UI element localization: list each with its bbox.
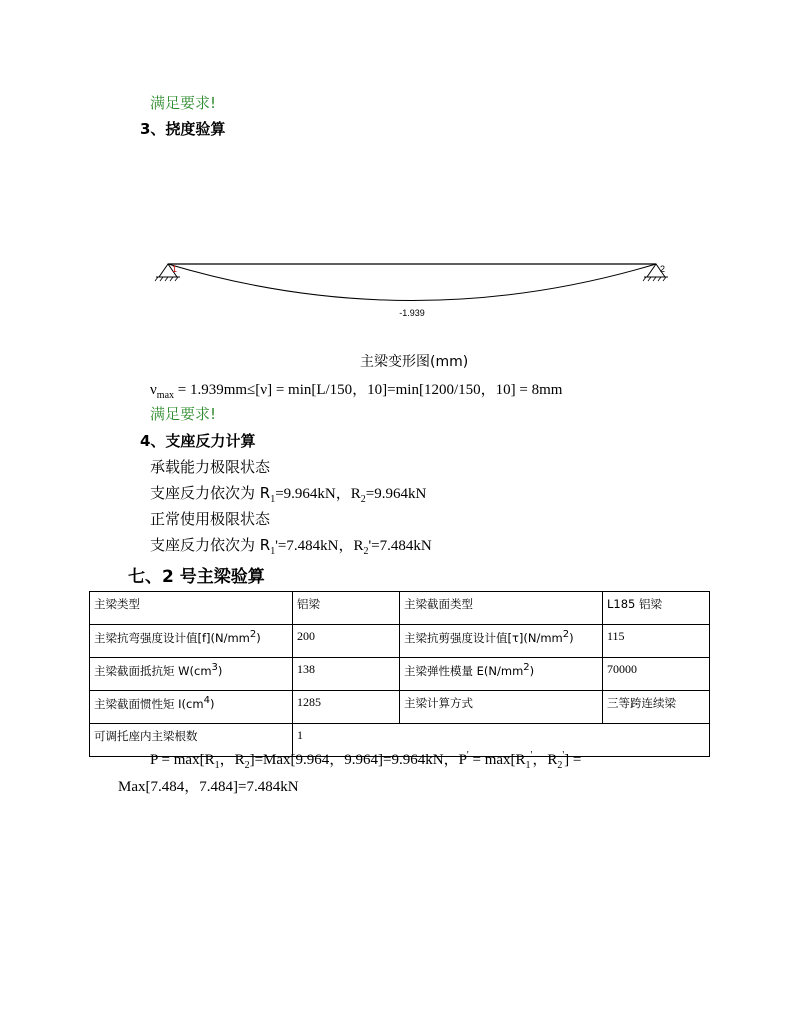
table-cell: 138 <box>293 658 400 691</box>
deflection-diagram <box>150 255 690 335</box>
table-cell: 1285 <box>293 691 400 724</box>
table-cell: 主梁计算方式 <box>400 691 603 724</box>
table-cell: 70000 <box>603 658 710 691</box>
beam-deflection-svg <box>150 255 690 330</box>
deflection-value-label: -1.939 <box>399 308 425 318</box>
table-cell: 115 <box>603 625 710 658</box>
table-cell: 主梁抗弯强度设计值$[f](N/mm^2)$ <box>90 625 293 658</box>
deflection-curve <box>168 264 656 301</box>
section-3-title: 3、挠度验算 <box>140 120 226 138</box>
table-cell: 铝梁 <box>293 592 400 625</box>
formula-p-line1: $P = \max[R_1$，$R_2]=Max[9.964$，9.964]=9.964kN，$P' = \max[R_1'$，$R_2'$] = <box>150 750 582 771</box>
table-cell: 主梁弹性模量 $E(N/mm^2)$ <box>400 658 603 691</box>
table-row <box>90 592 710 625</box>
table-row <box>90 658 710 691</box>
diagram-caption: 主梁变形图(mm) <box>360 354 469 370</box>
table-cell: 1 <box>293 724 710 757</box>
table-cell: 主梁截面惯性矩 $I(cm^4)$ <box>90 691 293 724</box>
sls-reactions: 支座反力依次为 $R_1'=7.484kN$，$R_2'=7.484kN$ <box>150 536 432 557</box>
node-label-1: 1 <box>172 264 178 274</box>
node-label-2: 2 <box>660 264 666 274</box>
table-cell: 主梁类型 <box>90 592 293 625</box>
uls-reactions: 支座反力依次为 $R_1=9.964kN$，$R_2=9.964kN$ <box>150 484 427 505</box>
table-cell: L185 铝梁 <box>603 592 710 625</box>
deflection-ok-text: 满足要求! <box>150 405 217 423</box>
prev-ok-text: 满足要求! <box>150 94 217 112</box>
table-row <box>90 691 710 724</box>
beam-params-table <box>89 591 710 757</box>
table-cell: 主梁抗剪强度设计值$[\tau](N/mm^2)$ <box>400 625 603 658</box>
formula-p-line2: Max[7.484，7.484]=7.484kN <box>118 779 299 795</box>
table-cell: 可调托座内主梁根数 <box>90 724 293 757</box>
table-cell: 主梁截面类型 <box>400 592 603 625</box>
section-4-title: 4、支座反力计算 <box>140 432 256 450</box>
table-row <box>90 625 710 658</box>
uls-heading: 承载能力极限状态 <box>150 458 271 476</box>
table-cell: 主梁截面抵抗矩 $W(cm^3)$ <box>90 658 293 691</box>
deflection-formula: $\nu_{max} = 1.939mm\le[\nu] = \min[L/150$，10]=min[1200/150，10] = 8mm <box>150 382 563 401</box>
sls-heading: 正常使用极限状态 <box>150 510 271 528</box>
table-cell: 三等跨连续梁 <box>603 691 710 724</box>
table-cell: 200 <box>293 625 400 658</box>
section-7-title: 七、2 号主梁验算 <box>128 567 265 587</box>
